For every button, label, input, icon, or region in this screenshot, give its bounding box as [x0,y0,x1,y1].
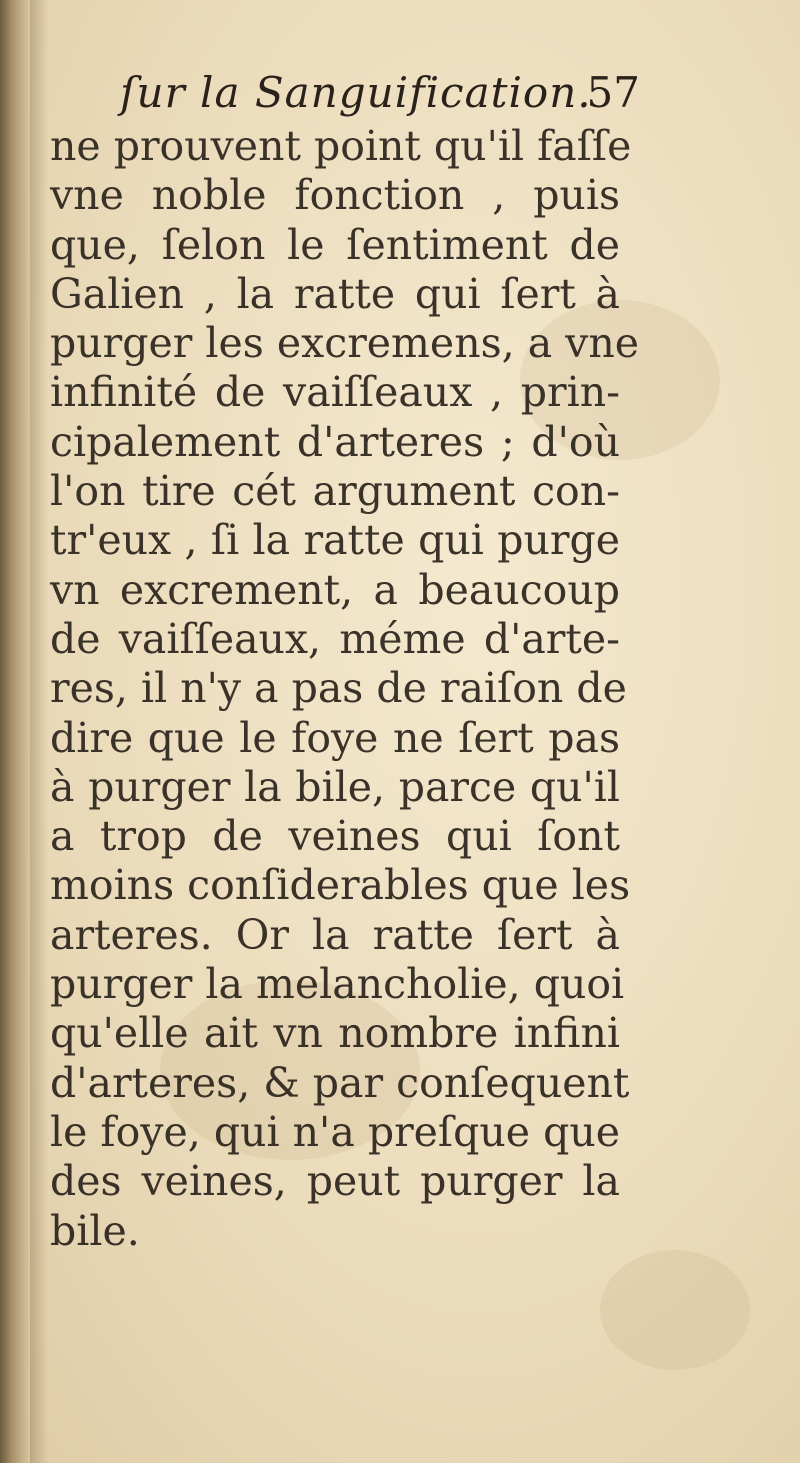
text-line: cipalement d'arteres ; d'où [50,417,620,466]
running-title: ſur la Sanguification. [120,68,592,117]
text-line: d'arteres, & par conſequent [50,1058,630,1107]
text-line: moins conſiderables que les [50,861,631,910]
text-line: arteres. Or la ratte ſert à [50,910,620,959]
text-line: a trop de veines qui ſont [50,812,620,861]
page-header [120,68,640,128]
text-line: vne noble fonction , puis [50,171,620,220]
text-line: infinité de vaiſſeaux , prin- [50,368,620,417]
text-line: le foye, qui n'a preſque que [50,1107,620,1156]
text-line: ne prouvent point qu'il faſſe [50,122,632,170]
text-line: que, ſelon le ſentiment de [50,220,620,269]
text-line: res, il n'y a pas de raiſon de [50,664,627,713]
gutter-shadow [30,0,48,1463]
text-line: bile. [50,1206,140,1255]
text-line: purger les excremens, a vne [50,319,640,368]
paper-stain [600,1250,750,1370]
book-gutter [0,0,30,1463]
text-line: des veines, peut purger la [50,1157,620,1206]
text-line: l'on tire cét argument con- [50,467,620,516]
text-line: Galien , la ratte qui ſert à [50,269,620,318]
text-line: de vaiſſeaux, méme d'arte- [50,614,620,663]
text-line: à purger la bile, parce qu'il [50,762,620,811]
text-line: dire que le foye ne ſert pas [50,713,620,762]
text-line: purger la melancholie, quoi [50,960,625,1009]
body-text [50,122,640,1256]
text-line: vn excrement, a beaucoup [50,565,620,614]
text-line: tr'eux , ſi la ratte qui purge [50,516,620,565]
page-number: 57 [586,68,640,117]
text-line: qu'elle ait vn nombre infini [50,1009,620,1058]
